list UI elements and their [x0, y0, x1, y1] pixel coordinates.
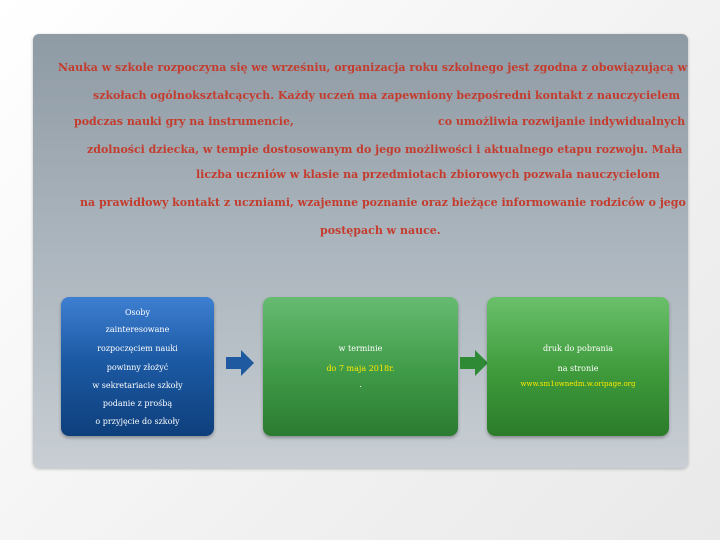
paragraph-line-2: szkołach ogólnokształcących. Każdy uczeń ma zapewniony bezpośredni kontakt z nauczycielem [93, 89, 680, 102]
arrow-right-icon [226, 350, 254, 376]
applicants-line-5: w sekretariacie szkoły [92, 381, 183, 390]
paragraph-line-3b: co umożliwia rozwijanie indywidualnych [438, 115, 686, 128]
deadline-date: do 7 maja 2018r. [326, 364, 395, 373]
applicants-line-3: rozpoczęciem nauki [97, 344, 178, 353]
deadline-dot: . [359, 380, 362, 389]
applicants-line-6: podanie z prośbą [102, 399, 173, 408]
paragraph-line-4: zdolności dziecka, w tempie dostosowanym do jego możliwości i aktualnego etapu rozwoju. Mała [87, 143, 683, 156]
download-url-link[interactable]: www.sm1ownedm.w.oripage.org [520, 380, 636, 388]
paragraph-line-3a: podczas nauki gry na instrumencie, [74, 115, 294, 128]
download-line-1: druk do pobrania [542, 344, 614, 353]
paragraph-line-6: na prawidłowy kontakt z uczniami, wzajemne poznanie oraz bieżące informowanie rodziców o jego [80, 196, 686, 209]
paragraph-line-1: Nauka w szkole rozpoczyna się we wrześniu, organizacja roku szkolnego jest zgodna z obowiązującą w [58, 61, 688, 74]
paragraph-line-5: liczba uczniów w klasie na przedmiotach zbiorowych pozwala nauczycielom [196, 168, 660, 181]
deadline-box [263, 297, 458, 436]
applicants-box [61, 297, 214, 436]
applicants-line-2: zainteresowane [105, 325, 170, 334]
arrow-right-icon [460, 350, 488, 376]
applicants-line-4: powinny złożyć [106, 363, 169, 372]
applicants-line-7: o przyjęcie do szkoły [95, 417, 180, 426]
paragraph-line-7: postępach w nauce. [320, 224, 441, 237]
applicants-line-1: Osoby [124, 308, 151, 317]
deadline-line-1: w terminie [338, 344, 383, 353]
download-line-2: na stronie [557, 364, 599, 373]
download-box [487, 297, 669, 436]
